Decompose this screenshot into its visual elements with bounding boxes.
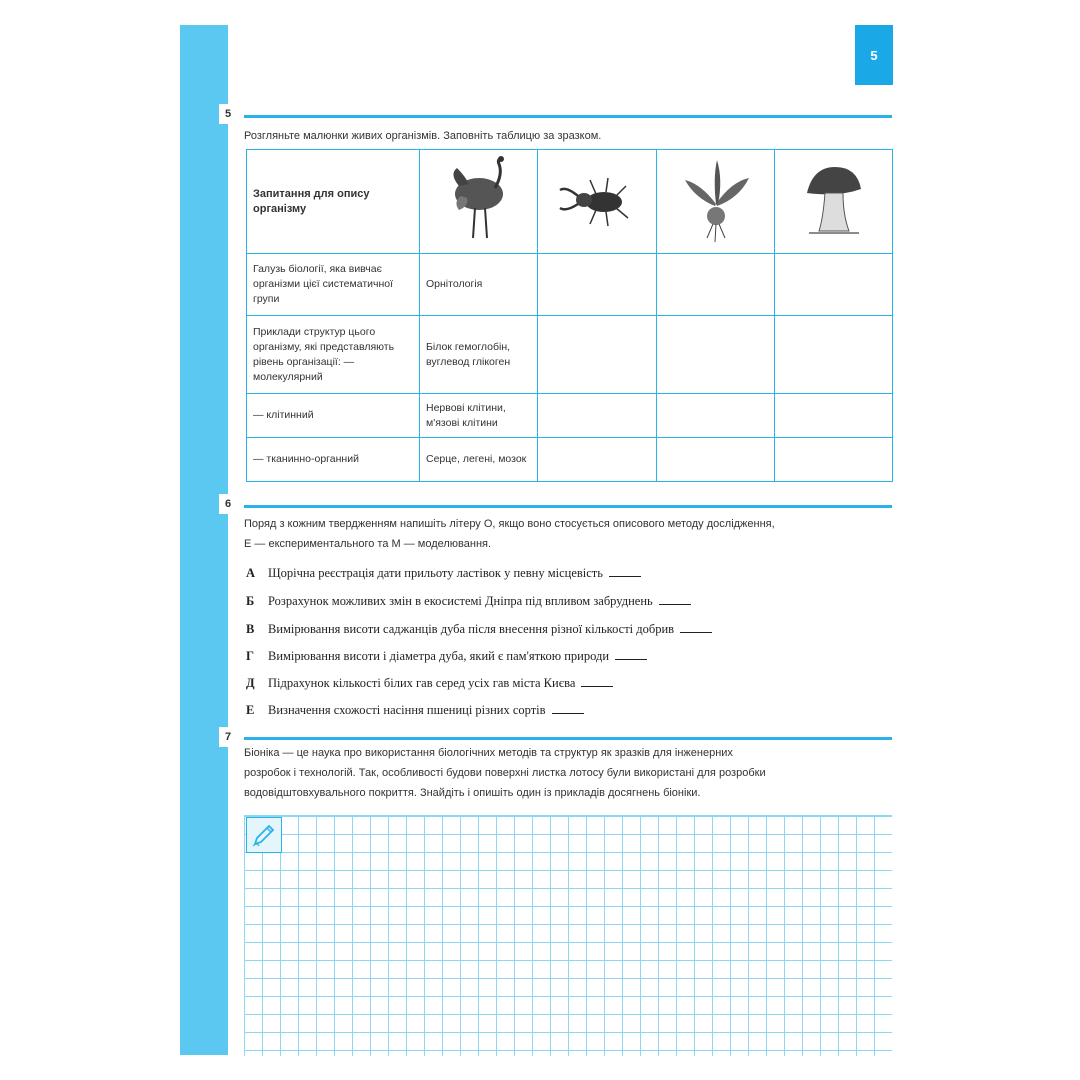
question-cell: Приклади структур цього організму, які представляють рівень організації: — молекулярний xyxy=(247,316,420,394)
task-5-number: 5 xyxy=(219,104,237,124)
question-cell: — клітинний xyxy=(247,394,420,438)
answer-blank[interactable] xyxy=(581,676,613,687)
statement-text: Вимірювання висоти і діаметра дуба, який є пам'яткою природи xyxy=(268,649,610,663)
statement-letter: Г xyxy=(246,649,254,663)
statement-letter: А xyxy=(246,566,256,580)
answer-cell[interactable] xyxy=(657,254,775,316)
radish-cell xyxy=(657,150,775,254)
ostrich-cell xyxy=(420,150,538,254)
statement-text: Щорічна реєстрація дати прильоту ластівок у певну місцевість xyxy=(268,566,603,580)
statement-text: Визначення схожості насіння пшениці різних сортів xyxy=(268,703,546,717)
statement-text: Підрахунок кількості білих гав серед усіх гав міста Києва xyxy=(268,676,576,690)
statement-h xyxy=(246,649,647,664)
answer-cell[interactable] xyxy=(657,394,775,438)
statement-text: Розрахунок можливих змін в екосистемі Дніпра під впливом забруднень xyxy=(268,594,653,608)
answer-blank[interactable] xyxy=(615,649,647,660)
answer-cell[interactable] xyxy=(775,254,893,316)
answer-cell[interactable] xyxy=(538,394,657,438)
organism-table xyxy=(246,149,893,482)
stag-beetle-icon xyxy=(552,164,642,234)
radish-plant-icon xyxy=(671,154,761,244)
table-row xyxy=(247,438,893,482)
answer-blank[interactable] xyxy=(609,566,641,577)
answer-cell[interactable] xyxy=(538,438,657,482)
beetle-cell xyxy=(538,150,657,254)
answer-cell[interactable] xyxy=(657,438,775,482)
pen-write-icon xyxy=(246,817,282,853)
table-row xyxy=(247,316,893,394)
task-6-instruction-line-1: Поряд з кожним твердженням напишіть літеру О, якщо воно стосується описового методу дослідження, xyxy=(244,518,775,530)
task-7-rule xyxy=(244,737,892,740)
statement-letter: Е xyxy=(246,703,255,717)
task-5-instruction: Розгляньте малюнки живих організмів. Заповніть таблицю за зразком. xyxy=(244,130,602,142)
answer-cell[interactable] xyxy=(775,394,893,438)
statement-d xyxy=(246,676,613,691)
task-7-number: 7 xyxy=(219,727,237,747)
example-cell: Білок гемоглобін, вуглевод глікоген xyxy=(420,316,538,394)
task-7-line-3: водовідштовхувального покриття. Знайдіть і опишіть один із прикладів досягнень біоніки. xyxy=(244,787,701,799)
table-header-row xyxy=(247,150,893,254)
answer-cell[interactable] xyxy=(775,316,893,394)
statement-e xyxy=(246,703,584,718)
task-6-rule xyxy=(244,505,892,508)
statement-letter: Д xyxy=(246,676,255,690)
statement-letter: Б xyxy=(246,594,255,608)
answer-cell[interactable] xyxy=(775,438,893,482)
task-6-instruction-line-2: Е — експериментального та М — моделювання. xyxy=(244,538,492,550)
porcini-mushroom-icon xyxy=(799,159,869,239)
ostrich-bird-icon xyxy=(439,154,519,244)
statement-b xyxy=(246,594,691,609)
task-7-text xyxy=(244,743,884,803)
answer-cell[interactable] xyxy=(538,254,657,316)
example-cell: Орнітологія xyxy=(420,254,538,316)
answer-cell[interactable] xyxy=(538,316,657,394)
question-cell: — тканинно-органний xyxy=(247,438,420,482)
statement-text: Вимірювання висоти саджанців дуба після внесення різної кількості добрив xyxy=(268,622,675,636)
task-5-rule xyxy=(244,115,892,118)
task-6-number: 6 xyxy=(219,494,237,514)
mushroom-cell xyxy=(775,150,893,254)
answer-grid[interactable] xyxy=(244,815,892,1056)
table-row xyxy=(247,254,893,316)
table-header-label: Запитання для опису організму xyxy=(247,150,420,254)
answer-blank[interactable] xyxy=(552,703,584,714)
task-7-line-1: Біоніка — це наука про використання біологічних методів та структур як зразків для інженерних xyxy=(244,747,733,759)
table-row xyxy=(247,394,893,438)
example-cell: Серце, легені, мозок xyxy=(420,438,538,482)
statement-v xyxy=(246,622,712,637)
answer-cell[interactable] xyxy=(657,316,775,394)
side-bar xyxy=(180,25,228,1055)
task-7-line-2: розробок і технологій. Так, особливості будови поверхні листка лотосу були використані для розробки xyxy=(244,767,766,779)
statement-a xyxy=(246,566,641,581)
example-cell: Нервові клітини, м'язові клітини xyxy=(420,394,538,438)
answer-blank[interactable] xyxy=(659,594,691,605)
page-number-badge: 5 xyxy=(855,25,893,85)
question-cell: Галузь біології, яка вивчає організми цієї систематичної групи xyxy=(247,254,420,316)
answer-blank[interactable] xyxy=(680,622,712,633)
statement-letter: В xyxy=(246,622,255,636)
